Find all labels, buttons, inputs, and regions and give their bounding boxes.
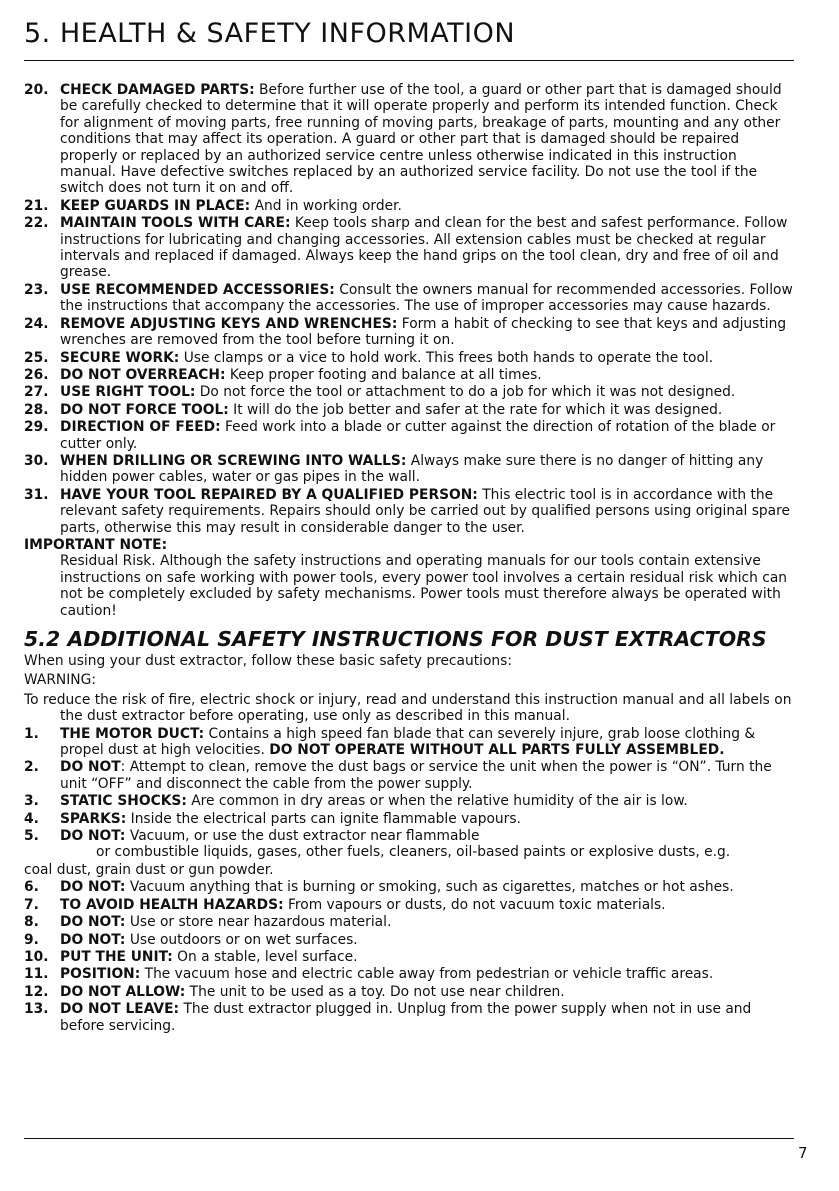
item-label: DO NOT OVERREACH: <box>60 366 226 383</box>
item-label: DO NOT <box>60 759 121 776</box>
item-number: 13. <box>24 1001 49 1018</box>
safety-list-b <box>24 726 794 1034</box>
item-number: 8. <box>24 914 39 931</box>
important-note-heading: IMPORTANT NOTE: <box>24 536 168 553</box>
item-label: STATIC SHOCKS: <box>60 793 187 810</box>
item-text: And in working order. <box>250 197 402 214</box>
item-text: Keep proper footing and balance at all times. <box>225 366 542 383</box>
item-label: USE RECOMMENDED ACCESSORIES: <box>60 281 335 298</box>
item-label: SPARKS: <box>60 810 127 827</box>
item-label: DO NOT: <box>60 828 126 845</box>
item-text: This electric tool is in accordance with the relevant safety requirements. Repairs should only be carried out by qualified persons using original spare parts, otherwise this may result in considerable danger to the user. <box>60 486 790 536</box>
list-item <box>24 879 794 895</box>
item-text: Contains a high speed fan blade that can severely injure, grab loose clothing & propel dust at high velocities. <box>60 725 756 759</box>
important-note <box>24 537 794 619</box>
item-label: TO AVOID HEALTH HAZARDS: <box>60 896 284 913</box>
item-number: 7. <box>24 896 39 913</box>
list-item <box>24 759 794 792</box>
item-text: It will do the job better and safer at the rate for which it was designed. <box>228 401 723 418</box>
section-5-2 <box>24 627 794 1034</box>
item-text: The vacuum hose and electric cable away from pedestrian or vehicle traffic areas. <box>140 966 714 983</box>
item-label: DO NOT: <box>60 914 126 931</box>
item-label: KEEP GUARDS IN PLACE: <box>60 197 251 214</box>
item-number: 2. <box>24 759 39 776</box>
item-text: The dust extractor plugged in. Unplug from the power supply when not in use and before servicing. <box>60 1001 752 1034</box>
item-label: DO NOT FORCE TOOL: <box>60 401 229 418</box>
item-text: Keep tools sharp and clean for the best and safest performance. Follow instructions for lubricating and changing accessories. All extension cables must be checked at regular intervals and replaced if damaged. Always keep the hand grips on the tool clean, dry and free of oil and grease. <box>60 215 788 281</box>
page-number: 7 <box>798 1144 808 1162</box>
item-text: Before further use of the tool, a guard or other part that is damaged should be carefully checked to determine that it will operate properly and perform its intended function. Check for alignment of moving parts, free running of moving parts, breakage of parts, mounting and any other conditions that may affect its operation. A guard or other part that is damaged should be repaired properly or replaced by an authorized service centre unless otherwise indicated in this instruction manual. Have defective switches replaced by an authorized service facility. Do not use the tool if the switch does not turn it on and off. <box>60 82 782 197</box>
item-number: 11. <box>24 966 49 983</box>
item-label: SECURE WORK: <box>60 349 180 366</box>
item-text: Vacuum anything that is burning or smoking, such as cigarettes, matches or hot ashes. <box>125 879 734 896</box>
item-label: DO NOT LEAVE: <box>60 1001 180 1018</box>
list-item <box>24 1001 794 1034</box>
item-number: 20. <box>24 82 49 98</box>
list-item <box>24 897 794 913</box>
item-label: POSITION: <box>60 966 141 983</box>
item-label: DO NOT: <box>60 879 126 896</box>
item-text: On a stable, level surface. <box>172 948 358 965</box>
item-number: 26. <box>24 366 49 383</box>
item-number: 9. <box>24 931 39 948</box>
item-number: 6. <box>24 879 39 896</box>
list-item <box>24 966 794 982</box>
list-item <box>24 316 794 349</box>
item-number: 10. <box>24 948 49 965</box>
item-number: 27. <box>24 384 49 401</box>
list-item <box>24 350 794 366</box>
list-item <box>24 453 794 486</box>
list-item <box>24 487 794 536</box>
item-text: Form a habit of checking to see that keys and adjusting wrenches are removed from the tool before turning it on. <box>60 315 787 349</box>
item-label: USE RIGHT TOOL: <box>60 384 196 401</box>
item-number: 23. <box>24 281 49 298</box>
item-number: 30. <box>24 452 49 469</box>
list-item <box>24 215 794 281</box>
list-item <box>24 384 794 400</box>
item-number: 4. <box>24 810 39 827</box>
item-label: DO NOT: <box>60 931 126 948</box>
section-title: 5.2 ADDITIONAL SAFETY INSTRUCTIONS FOR DUST EXTRACTORS <box>24 627 767 651</box>
item-text: Are common in dry areas or when the relative humidity of the air is low. <box>186 793 688 810</box>
section-intro: When using your dust extractor, follow these basic safety precautions: <box>24 653 512 669</box>
item-number: 12. <box>24 983 49 1000</box>
page-title: 5. HEALTH & SAFETY INFORMATION <box>24 18 516 49</box>
item-number: 31. <box>24 486 49 503</box>
list-item <box>24 949 794 965</box>
item-label: HAVE YOUR TOOL REPAIRED BY A QUALIFIED PERSON: <box>60 486 478 503</box>
item-label: THE MOTOR DUCT: <box>60 725 205 742</box>
list-item <box>24 367 794 383</box>
list-item <box>24 726 794 759</box>
item-text-overflow: coal dust, grain dust or gun powder. <box>24 861 274 878</box>
item-number: 28. <box>24 401 49 418</box>
item-number: 21. <box>24 197 49 214</box>
item-number: 22. <box>24 215 49 232</box>
list-item <box>24 198 794 214</box>
page-content <box>24 82 794 1035</box>
item-number: 1. <box>24 725 39 742</box>
item-text: Always make sure there is no danger of hitting any hidden power cables, water or gas pipes in the wall. <box>60 452 764 486</box>
list-item <box>24 793 794 809</box>
item-number: 3. <box>24 793 39 810</box>
item-number: 5. <box>24 828 39 845</box>
list-item <box>24 282 794 315</box>
item-text-continued: or combustible liquids, gases, other fuels, cleaners, oil-based paints or explosive dusts, e.g. <box>96 844 731 861</box>
item-label: CHECK DAMAGED PARTS: <box>60 82 255 98</box>
item-text: : Attempt to clean, remove the dust bags or service the unit when the power is “ON”. Turn the unit “OFF” and disconnect the cable from the power supply. <box>60 759 772 792</box>
warning-label: WARNING: <box>24 672 96 689</box>
warning-text: To reduce the risk of fire, electric shock or injury, read and understand this instruction manual and all labels on the dust extractor before operating, use only as described in this manual. <box>24 691 792 725</box>
list-item <box>24 932 794 948</box>
item-label: REMOVE ADJUSTING KEYS AND WRENCHES: <box>60 315 398 332</box>
item-label: WHEN DRILLING OR SCREWING INTO WALLS: <box>60 452 407 469</box>
item-text: Feed work into a blade or cutter against the direction of rotation of the blade or cutter only. <box>60 419 776 452</box>
list-item <box>24 828 794 861</box>
item-text: Consult the owners manual for recommended accessories. Follow the instructions that accompany the accessories. The use of improper accessories may cause hazards. <box>60 281 793 315</box>
list-item <box>24 82 794 197</box>
list-item <box>24 914 794 930</box>
item-number: 25. <box>24 349 49 366</box>
item-text: Use or store near hazardous material. <box>125 914 392 931</box>
list-item <box>24 984 794 1000</box>
list-item <box>24 419 794 452</box>
item-text: Use outdoors or on wet surfaces. <box>125 931 358 948</box>
safety-list-a <box>24 82 794 536</box>
item-number: 24. <box>24 315 49 332</box>
item-emphasis: DO NOT OPERATE WITHOUT ALL PARTS FULLY ASSEMBLED. <box>269 742 725 759</box>
item-label: PUT THE UNIT: <box>60 948 173 965</box>
item-label: DIRECTION OF FEED: <box>60 419 221 436</box>
header-divider <box>24 60 794 61</box>
item-text: The unit to be used as a toy. Do not use near children. <box>185 983 565 1000</box>
item-text: From vapours or dusts, do not vacuum toxic materials. <box>283 896 666 913</box>
item-number: 29. <box>24 419 49 436</box>
item-label: MAINTAIN TOOLS WITH CARE: <box>60 215 291 232</box>
item-text: Do not force the tool or attachment to do a job for which it was not designed. <box>195 384 736 401</box>
important-note-body: Residual Risk. Although the safety instructions and operating manuals for our tools contain extensive instructions on safe working with power tools, every power tool involves a certain residual risk which can not be completely excluded by safety mechanisms. Power tools must therefore always be operated with caution! <box>60 553 788 619</box>
item-text: Vacuum, or use the dust extractor near flammable <box>125 828 480 845</box>
footer-divider <box>24 1138 794 1139</box>
list-item <box>24 402 794 418</box>
item-text: Inside the electrical parts can ignite flammable vapours. <box>126 810 521 827</box>
item-label: DO NOT ALLOW: <box>60 983 186 1000</box>
item-text: Use clamps or a vice to hold work. This frees both hands to operate the tool. <box>179 349 714 366</box>
list-item <box>24 811 794 827</box>
